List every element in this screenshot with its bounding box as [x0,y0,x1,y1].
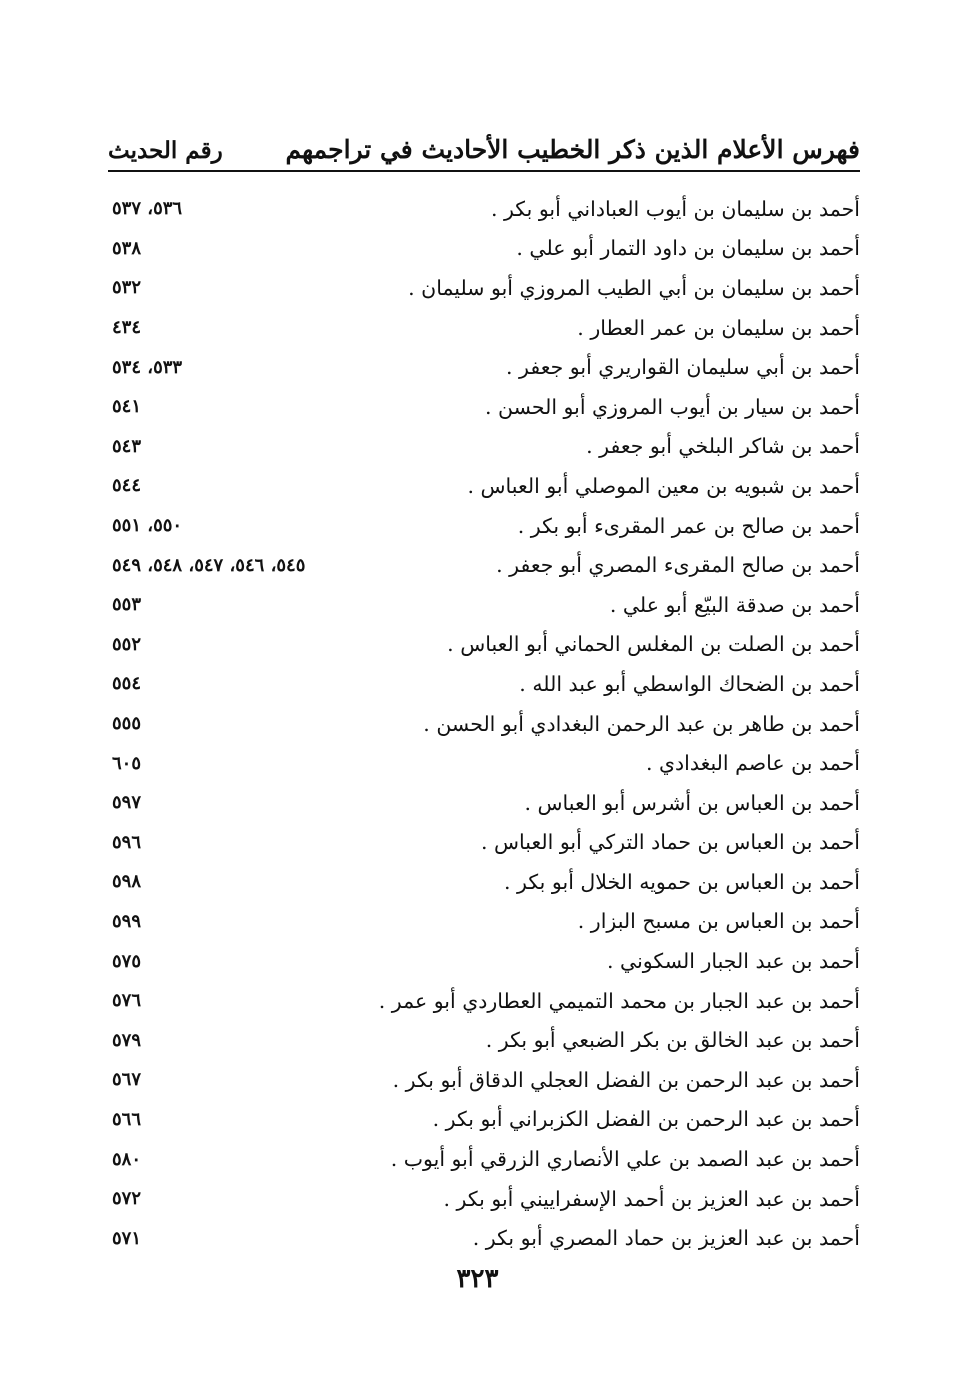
page-number: ٣٢٣ [456,1264,499,1294]
entry-hadith-numbers: ٤٣٤ [112,317,142,339]
entry-hadith-numbers: ٦٠٥ [112,752,142,774]
entry-name: أحمد بن عبد الخالق بن بكر الضبعي أبو بكر . [485,1028,860,1053]
entry-name: أحمد بن صالح المقرىء المصري أبو جعفر . [496,553,860,578]
entry-hadith-numbers: ٥٤٣ [112,435,142,457]
entry-name: أحمد بن سليمان بن داود التمار أبو علي . [516,236,860,261]
index-entry [108,268,860,308]
index-entry [108,862,860,902]
entry-hadith-numbers: ٥٧٦ [112,990,142,1012]
entry-name: أحمد بن شبويه بن معين الموصلي أبو العباس . [467,473,860,498]
index-entry [108,585,860,625]
entry-name: أحمد بن صدقة البيّع أبو علي . [609,592,860,617]
entry-name: أحمد بن عاصم البغدادي . [645,751,860,776]
entry-name: أحمد بن شاكر البلخي أبو جعفر . [586,434,860,459]
entry-name: أحمد بن صالح بن عمر المقرىء أبو بكر . [517,513,860,538]
entry-hadith-numbers: ٥٣٨ [112,237,142,259]
index-entry [108,427,860,467]
index-entry [108,1139,860,1179]
entry-hadith-numbers: ٥٧٩ [112,1029,142,1051]
entry-hadith-numbers: ٥٩٨ [112,871,142,893]
index-title: فهرس الأعلام الذين ذكر الخطيب الأحاديث في تراجمهم [285,135,860,164]
entry-name: أحمد بن سليمان بن أبي الطيب المروزي أبو سليمان . [408,275,860,300]
index-entry [108,545,860,585]
entry-hadith-numbers: ٥٨٠ [112,1148,142,1170]
index-entry [108,783,860,823]
index-entry [108,902,860,942]
entry-hadith-numbers: ٥٣٣، ٥٣٤ [112,356,183,378]
entry-hadith-numbers: ٥٧٢ [112,1188,142,1210]
index-entry [108,981,860,1021]
entry-name: أحمد بن عبد العزيز بن حماد المصري أبو بكر . [472,1226,860,1251]
entry-hadith-numbers: ٥٩٩ [112,910,142,932]
index-entry [108,229,860,269]
index-entry [108,387,860,427]
entry-hadith-numbers: ٥٦٦ [112,1108,142,1130]
entry-hadith-numbers: ٥٤٥، ٥٤٦، ٥٤٧، ٥٤٨، ٥٤٩ [112,554,306,576]
index-entry [108,664,860,704]
index-entry [108,704,860,744]
entry-name: أحمد بن طاهر بن عبد الرحمن البغدادي أبو الحسن . [423,711,860,736]
index-entry [108,506,860,546]
entry-name: أحمد بن العباس بن حماد التركي أبو العباس . [481,830,860,855]
entry-name: أحمد بن الصلت بن المغلس الحماني أبو العباس . [447,632,860,657]
index-entry [108,1179,860,1219]
entry-name: أحمد بن العباس بن حمويه الخلال أبو بكر . [504,869,860,894]
index-entry [108,1060,860,1100]
entry-name: أحمد بن سليمان بن عمر العطار . [577,315,860,340]
page-header [108,120,860,172]
entry-name: أحمد بن عبد الرحمن بن الفضل الكزبراني أبو بكر . [432,1107,860,1132]
entry-hadith-numbers: ٥٥٥ [112,713,142,735]
index-entry [108,347,860,387]
entry-hadith-numbers: ٥٤١ [112,396,142,418]
entry-name: أحمد بن عبد الرحمن بن الفضل العجلي الدقاق أبو بكر . [392,1067,860,1092]
entry-name: أحمد بن أبي سليمان القواريري أبو جعفر . [505,355,860,380]
index-entry [108,1020,860,1060]
entry-hadith-numbers: ٥٣٢ [112,277,142,299]
index-entry [108,466,860,506]
entry-name: أحمد بن سليمان بن أيوب العباداني أبو بكر . [490,196,860,221]
index-entries [108,189,860,1258]
entry-hadith-numbers: ٥٣٦، ٥٣٧ [112,198,183,220]
index-entry [108,941,860,981]
entry-hadith-numbers: ٥٤٤ [112,475,142,497]
entry-name: أحمد بن عبد الصمد بن علي الأنصاري الزرقي أبو أيوب . [390,1147,860,1172]
entry-hadith-numbers: ٥٩٦ [112,831,142,853]
entry-name: أحمد بن سيار بن أيوب المروزي أبو الحسن . [484,394,860,419]
index-entry [108,743,860,783]
index-entry [108,625,860,665]
entry-hadith-numbers: ٥٩٧ [112,792,142,814]
index-entry [108,1100,860,1140]
entry-name: أحمد بن الضحاك الواسطي أبو عبد الله . [519,671,860,696]
entry-hadith-numbers: ٥٧٥ [112,950,142,972]
entry-hadith-numbers: ٥٦٧ [112,1069,142,1091]
entry-hadith-numbers: ٥٧١ [112,1227,142,1249]
entry-hadith-numbers: ٥٥٣ [112,594,142,616]
entry-hadith-numbers: ٥٥٠، ٥٥١ [112,515,183,537]
entry-name: أحمد بن عبد الجبار السكوني . [606,949,860,974]
entry-name: أحمد بن عبد العزيز بن أحمد الإسفراييني أبو بكر . [443,1186,860,1211]
index-entry [108,823,860,863]
index-entry [108,308,860,348]
index-entry [108,189,860,229]
index-entry [108,1218,860,1258]
hadith-number-column-label: رقم الحديث [108,137,223,164]
entry-hadith-numbers: ٥٥٤ [112,673,142,695]
entry-name: أحمد بن العباس بن أشرس أبو العباس . [524,790,860,815]
entry-hadith-numbers: ٥٥٢ [112,633,142,655]
entry-name: أحمد بن عبد الجبار بن محمد التميمي العطاردي أبو عمر . [378,988,860,1013]
entry-name: أحمد بن العباس بن مسبح البزار . [577,909,860,934]
